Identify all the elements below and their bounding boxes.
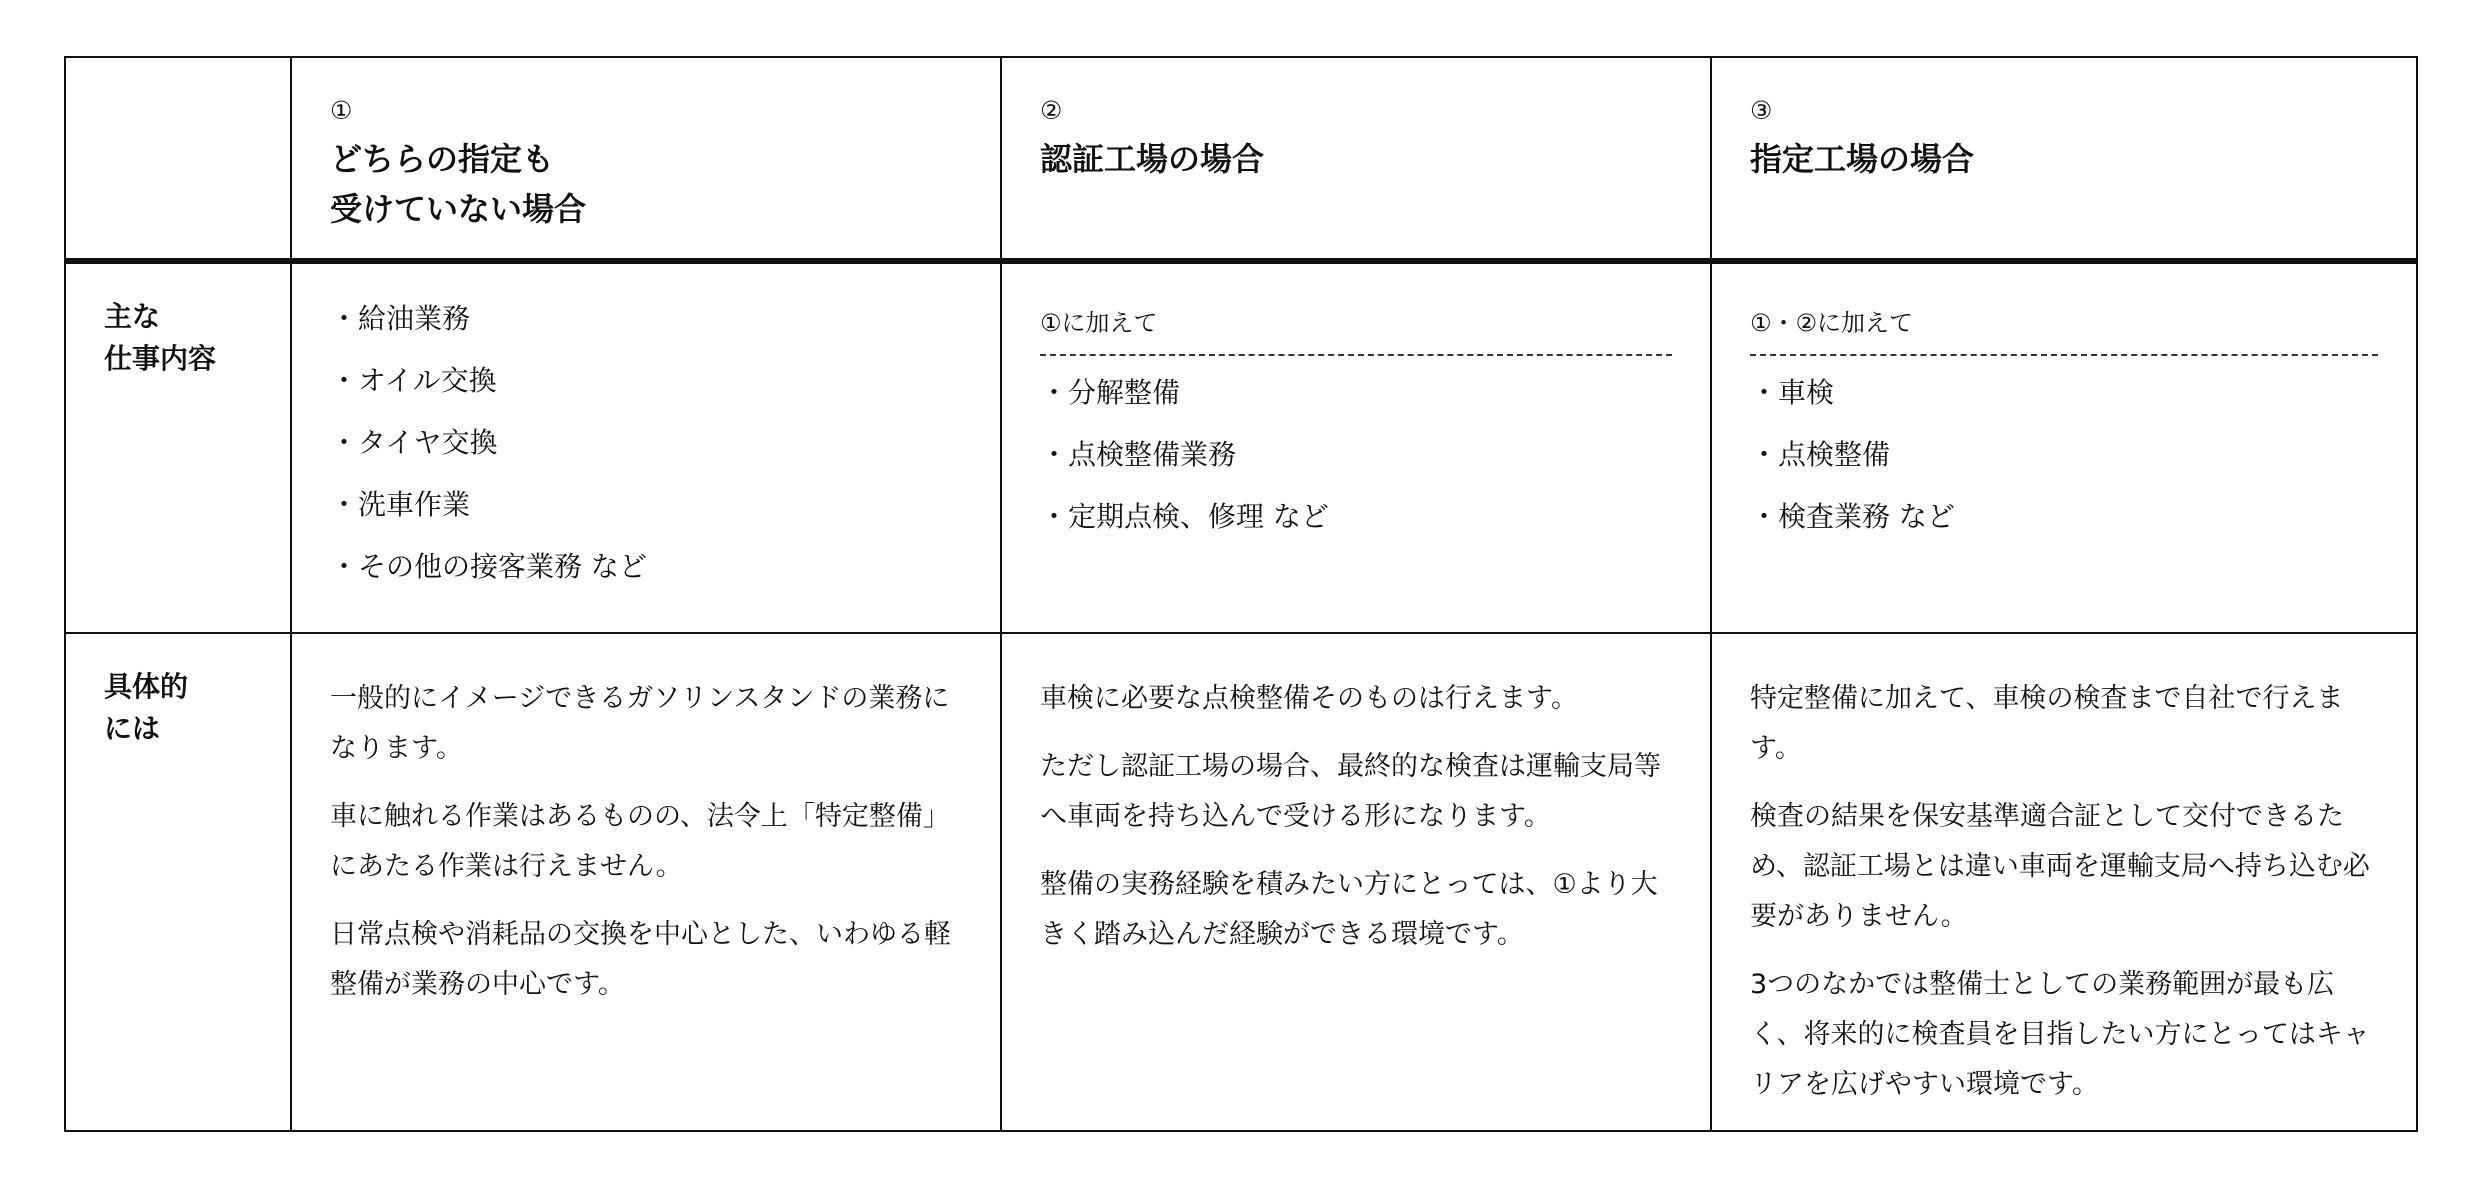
detail-row (66, 634, 2416, 1130)
cell-note: ①に加えて (1040, 264, 1672, 356)
list-item: ・分解整備 (1040, 376, 1181, 409)
task-list (1712, 356, 2416, 534)
tasks-cell-2 (1000, 264, 1710, 632)
list-item: ・点検整備 (1750, 438, 1891, 471)
tasks-row (66, 264, 2416, 634)
header-cell-3 (1710, 58, 2416, 258)
row-label-cell (66, 634, 290, 1130)
column-number: ② (1040, 96, 1063, 125)
detail-paragraph: 一般的にイメージできるガソリンスタンドの業務になります。 (330, 683, 950, 764)
tasks-cell-1 (290, 264, 1000, 632)
cell-note: ①・②に加えて (1750, 264, 2378, 356)
detail-paragraph: 日常点検や消耗品の交換を中心とした、いわゆる軽整備が業務の中心です。 (330, 919, 951, 1000)
list-item: ・点検整備業務 (1040, 438, 1237, 471)
detail-paragraph: ただし認証工場の場合、最終的な検査は運輸支局等へ車両を持ち込んで受ける形になります。 (1040, 751, 1661, 832)
detail-paragraph: 車に触れる作業はあるものの、法令上「特定整備」にあたる作業は行えません。 (330, 801, 950, 882)
list-item: ・定期点検、修理 など (1040, 500, 1329, 533)
column-title: どちらの指定も 受けていない場合 (330, 140, 587, 228)
list-item: ・オイル交換 (330, 364, 497, 397)
list-item: ・その他の接客業務 など (330, 550, 647, 583)
comparison-table (64, 56, 2418, 1132)
detail-paragraph: 特定整備に加えて、車検の検査まで自社で行えます。 (1750, 683, 2344, 764)
detail-paragraph: 整備の実務経験を積みたい方にとっては、①より大きく踏み込んだ経験ができる環境です。 (1040, 869, 1658, 950)
detail-paragraph: 検査の結果を保安基準適合証として交付できるため、認証工場とは違い車両を運輸支局へ持ち込む必要がありません。 (1750, 801, 2370, 932)
header-cell-1 (290, 58, 1000, 258)
task-list (292, 264, 1000, 584)
detail-cell-2 (1000, 634, 1710, 1130)
header-cell-2 (1000, 58, 1710, 258)
header-empty-cell (66, 58, 290, 258)
detail-cell-1 (290, 634, 1000, 1130)
column-title: 指定工場の場合 (1750, 140, 1975, 178)
row-label: 具体的 には (104, 670, 189, 745)
detail-paragraph: 車検に必要な点検整備そのものは行えます。 (1040, 683, 1578, 714)
row-label-cell (66, 264, 290, 632)
column-number: ① (330, 96, 353, 125)
list-item: ・検査業務 など (1750, 500, 1955, 533)
detail-paragraph: 3つのなかでは整備士としての業務範囲が最も広く、将来的に検査員を目指したい方にとってはキャリアを広げやすい環境です。 (1750, 969, 2370, 1100)
row-label: 主な 仕事内容 (104, 300, 217, 375)
header-row (66, 58, 2416, 264)
detail-cell-3 (1710, 634, 2416, 1130)
list-item: ・給油業務 (330, 302, 471, 335)
list-item: ・車検 (1750, 376, 1835, 409)
list-item: ・洗車作業 (330, 488, 471, 521)
column-title: 認証工場の場合 (1040, 140, 1265, 178)
column-number: ③ (1750, 96, 1773, 125)
tasks-cell-3 (1710, 264, 2416, 632)
task-list (1002, 356, 1710, 534)
list-item: ・タイヤ交換 (330, 426, 498, 459)
